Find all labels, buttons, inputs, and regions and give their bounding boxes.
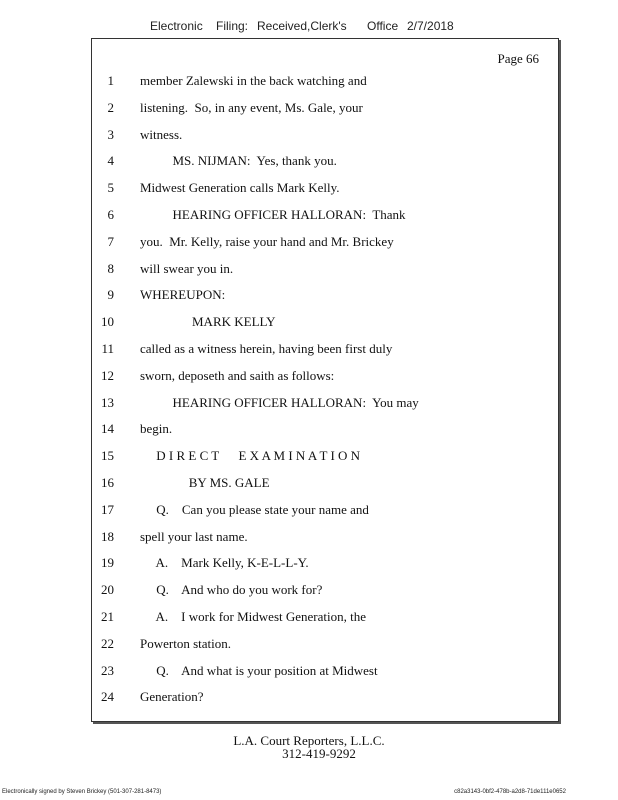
transcript-line bbox=[92, 234, 558, 254]
transcript-line bbox=[92, 421, 558, 441]
transcript-line bbox=[92, 368, 558, 388]
line-number: 19 bbox=[101, 555, 114, 571]
line-text: BY MS. GALE bbox=[140, 475, 270, 490]
transcript-line bbox=[92, 636, 558, 656]
transcript-line bbox=[92, 153, 558, 173]
line-number: 24 bbox=[101, 689, 114, 705]
line-text: Midwest Generation calls Mark Kelly. bbox=[140, 180, 340, 196]
line-text: Q. Can you please state your name and bbox=[140, 501, 369, 517]
line-text: MS. NIJMAN: Yes, thank you. bbox=[140, 153, 337, 169]
line-text: Powerton station. bbox=[140, 635, 231, 651]
line-number: 11 bbox=[101, 341, 114, 356]
line-text: you. Mr. Kelly, raise your hand and Mr. Brickey bbox=[140, 233, 394, 249]
line-number: 13 bbox=[101, 394, 114, 410]
transcript-line bbox=[92, 609, 558, 629]
line-number: 5 bbox=[107, 180, 114, 196]
header-filing: Filing: bbox=[216, 19, 249, 33]
header-office: Office bbox=[367, 19, 399, 33]
line-number: 6 bbox=[107, 207, 114, 222]
line-number: 2 bbox=[107, 99, 114, 115]
header-received: Received,Clerk's bbox=[257, 19, 347, 33]
line-text: Generation? bbox=[140, 689, 204, 705]
header-date: 2/7/2018 bbox=[407, 19, 454, 33]
line-number: 21 bbox=[101, 609, 114, 624]
line-text: called as a witness herein, having been first duly bbox=[140, 341, 393, 356]
line-text: will swear you in. bbox=[140, 260, 234, 276]
transcript-page bbox=[91, 38, 559, 722]
transcript-line bbox=[92, 663, 558, 683]
line-number: 16 bbox=[101, 475, 114, 490]
line-number: 14 bbox=[101, 421, 114, 437]
page-number: Page 66 bbox=[497, 51, 539, 66]
line-text: A. Mark Kelly, K-E-L-L-Y. bbox=[140, 555, 309, 571]
line-text: listening. So, in any event, Ms. Gale, your bbox=[140, 99, 363, 115]
transcript-line bbox=[92, 502, 558, 522]
line-text: HEARING OFFICER HALLORAN: You may bbox=[140, 394, 419, 410]
transcript-line bbox=[92, 341, 558, 361]
line-text: A. I work for Midwest Generation, the bbox=[140, 609, 367, 624]
line-number: 12 bbox=[101, 367, 114, 383]
document-hash: c82a3143-0bf2-478b-a2d8-71de111e0652 bbox=[454, 789, 566, 795]
line-text: WHEREUPON: bbox=[140, 287, 226, 303]
line-number: 3 bbox=[107, 126, 114, 142]
line-number: 20 bbox=[101, 582, 114, 598]
transcript-line bbox=[92, 475, 558, 495]
line-number: 8 bbox=[107, 260, 114, 276]
header-electronic: Electronic bbox=[150, 19, 203, 33]
transcript-line bbox=[92, 529, 558, 549]
line-number: 15 bbox=[101, 448, 114, 464]
transcript-line bbox=[92, 555, 558, 575]
line-text: member Zalewski in the back watching and bbox=[140, 73, 367, 88]
transcript-line bbox=[92, 261, 558, 281]
transcript-line bbox=[92, 207, 558, 227]
line-text: begin. bbox=[140, 421, 173, 437]
transcript-line bbox=[92, 448, 558, 468]
line-text: spell your last name. bbox=[140, 528, 248, 544]
line-text: Q. And who do you work for? bbox=[140, 582, 323, 598]
transcript-line bbox=[92, 314, 558, 334]
court-reporter-name: L.A. Court Reporters, L.L.C. bbox=[233, 733, 385, 748]
transcript-line bbox=[92, 127, 558, 147]
transcript-line bbox=[92, 395, 558, 415]
line-text: Q. And what is your position at Midwest bbox=[140, 662, 378, 678]
line-number: 18 bbox=[101, 528, 114, 544]
line-number: 9 bbox=[107, 287, 114, 303]
line-number: 1 bbox=[107, 73, 114, 88]
line-text: HEARING OFFICER HALLORAN: Thank bbox=[140, 207, 406, 222]
line-number: 17 bbox=[101, 501, 114, 517]
line-number: 22 bbox=[101, 635, 114, 651]
line-number: 7 bbox=[107, 233, 114, 249]
line-text: witness. bbox=[140, 126, 183, 142]
transcript-line bbox=[92, 582, 558, 602]
transcript-line bbox=[92, 73, 558, 93]
line-text: D I R E C T E X A M I N A T I O N bbox=[140, 448, 361, 464]
filing-header bbox=[0, 19, 618, 37]
line-number: 4 bbox=[107, 153, 114, 169]
line-text: MARK KELLY bbox=[140, 314, 276, 330]
electronic-signature: Electronically signed by Steven Brickey (501-307-281-8473) bbox=[2, 789, 162, 795]
transcript-line bbox=[92, 689, 558, 709]
court-reporter-phone: 312-419-9292 bbox=[282, 746, 356, 761]
line-number: 23 bbox=[101, 662, 114, 678]
transcript-line bbox=[92, 287, 558, 307]
transcript-line bbox=[92, 100, 558, 120]
line-text: sworn, deposeth and saith as follows: bbox=[140, 367, 335, 383]
line-number: 10 bbox=[101, 314, 114, 330]
transcript-line bbox=[92, 180, 558, 200]
